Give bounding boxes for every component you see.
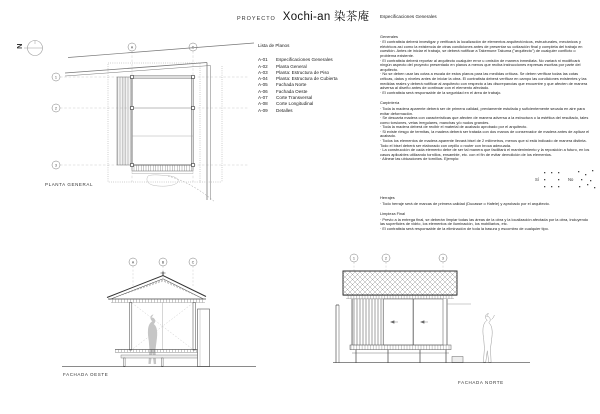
- plan-code: A-02: [258, 63, 268, 69]
- sheet-title: [237, 8, 369, 24]
- spec-bullet: · Alinear las ubicaciones de tornillos. Ejemplo:: [380, 156, 460, 162]
- example-yes-label: Sí: [535, 177, 539, 182]
- spec-bullet: · Toda la madera deberá de recibir el material de acabado aprobado por el arquitecto.: [380, 124, 528, 130]
- pond-outline: [147, 175, 178, 186]
- spec-bullet: · El contratista será responsable de la eliminación de toda la basura y escombro de cualquier tipo.: [380, 226, 549, 231]
- engawa-deck: [117, 77, 132, 165]
- spec-heading: Generales: [380, 33, 398, 39]
- fachada-norte-drawing: [330, 252, 570, 392]
- grid-bubble-label: 1: [353, 256, 355, 261]
- spec-bullet: · La construcción de cada elemento debe de ser tal manera que facilitará el mantenimiento y la reposición a futuro, en los casos aplicables utilizando tornillos, ensamble, etc. con el fin de evitar demolición de los elementos.: [380, 147, 590, 157]
- gable-siding: [112, 280, 202, 299]
- project-label: PROYECTO: [237, 16, 276, 22]
- rafter-ends: [111, 300, 205, 303]
- stepping-stone: [452, 357, 463, 363]
- screw-example-drawing: [532, 168, 600, 192]
- grid-bubble-label: 1: [55, 75, 57, 80]
- spec-section-carpinteria: [380, 101, 592, 162]
- grid-bubble-label: 2: [385, 256, 387, 261]
- project-name: Xochi-an 染茶庵: [282, 11, 370, 23]
- list-item: [258, 108, 338, 114]
- plan-list-title: Lista de Planos: [258, 43, 290, 48]
- aligned-screws: [544, 172, 559, 187]
- grid-bubble-label: 2: [55, 106, 57, 111]
- plan-list: [258, 43, 338, 114]
- plan-code: A-08: [258, 101, 268, 107]
- plan-label: Planta: Estructura de Cubierta: [276, 76, 338, 82]
- spec-heading: Carpintería: [380, 100, 400, 106]
- spec-bullet: · Si existe riesgo de termitas, la madera deberá ser tratada con dos manos de conservador de madera antes de aplicar el acabado.: [380, 128, 590, 139]
- spec-bullet: · El contratista será responsable de la seguridad en el área de trabajo.: [380, 89, 502, 95]
- grid-bubble-label: 3: [442, 256, 444, 261]
- plan-label: Planta General: [276, 63, 307, 69]
- garden-path: [168, 176, 215, 202]
- spec-bullet: · El contratista deberá reportar al arquitecto cualquier error u omisión de manera inmediata. No variará ni modificará ningún aspecto del proyecto presentado en planos a menos que reciba instrucciones expresas escritas por parte del arquitecto.: [380, 57, 581, 72]
- shingle-roof: [343, 271, 457, 295]
- plan-label: Especificaciones Generales: [276, 57, 333, 63]
- north-wall: [352, 299, 447, 345]
- spec-bullet: · No se deben usar las cotas a escala de estos planos para las medidas críticas. Se deben verificar todas las cotas críticas, datos y niveles antes de iniciar la obra. El contratista deberá verificar en campo las condiciones existentes y las medidas reales y deberá notificar al arquitecto con respecto a las discrepancias que encuentre y que afecten de manera adversa al diseño antes de continuar con el elemento afectado.: [380, 71, 588, 91]
- building-plan: [117, 76, 195, 174]
- specifications: [380, 15, 592, 238]
- rafter-ends: [346, 296, 454, 299]
- spec-heading: Limpieza Final: [380, 211, 406, 217]
- spec-bullet: · Se descarta madera con características que afecten de manera adversa a la estructura o la estética del resultado, tales como torsiones, vetas irregulares, manchas y/o nudos grandes.: [380, 115, 589, 125]
- drawing-label: FACHADA NORTE: [458, 380, 504, 385]
- spec-bullet: · Todo herraje será de marcas de primera calidad (Ducasse o Hafele) y aprobado por el arquitecto.: [380, 200, 550, 206]
- plan-label: Fachada Norte: [276, 82, 307, 88]
- plan-code: A-03: [258, 69, 268, 75]
- drawing-label: PLANTA GENERAL: [45, 182, 94, 187]
- plan-label: Corte Longitudinal: [276, 101, 314, 107]
- plan-code: A-01: [258, 57, 268, 63]
- garden-wall: [336, 305, 339, 363]
- plan-code: A-05: [258, 82, 268, 88]
- spec-section-generales: [380, 35, 592, 96]
- plan-label: Planta: Estructura de Piso: [276, 69, 330, 75]
- grid-bubble-label: C: [191, 45, 195, 50]
- drawing-label: FACHADA OESTE: [63, 372, 109, 377]
- sliding-door: [384, 299, 414, 345]
- person-outline: [483, 314, 494, 363]
- spec-bullet: · Toda la madera aparente deberá ser de primera calidad, previamente estufada y suficientemente secada en aire para evitar deformación.: [380, 105, 585, 116]
- grid-bubble-label: A: [131, 260, 135, 265]
- screw-alignment-example: [532, 168, 600, 197]
- plan-code: A-06: [258, 88, 268, 94]
- veranda: [350, 345, 451, 363]
- plan-label: Corte Transversal: [276, 95, 313, 101]
- specs-title: Especificaciones Generales: [380, 14, 437, 19]
- spec-section-limpieza: [380, 212, 592, 231]
- grid-bubble-label: 3: [55, 163, 57, 168]
- plan-label: Detalles: [276, 107, 293, 113]
- example-no-label: No: [568, 177, 574, 182]
- compass-north-letter: N: [15, 43, 24, 49]
- plan-label: Fachada Oeste: [276, 88, 308, 94]
- plan-code: A-07: [258, 95, 268, 101]
- spec-bullet: · Todos los elementos de madera aparente llevará bisel de 2 milímetros, menos que si está indicado de manera distinta. Todo el bisel deberá ser elaborado con cepillo o router con broca adecuada.: [380, 138, 587, 148]
- spec-heading: Herrajes: [380, 195, 395, 201]
- grid-bubbles: [350, 254, 447, 271]
- north-compass-icon: [15, 41, 43, 56]
- plan-code: A-04: [258, 76, 268, 82]
- gable-roof: [107, 272, 206, 300]
- veranda-strip: [132, 165, 193, 171]
- veranda: [115, 349, 207, 366]
- spec-bullet: · El contratista deberá investigar y verificará la localización de elementos arquitectónicos, estructurales, mecánicos y eléctricos así como la existencia de otras condiciones antes de presentar su cotización final y completa del trabajo en cuestión. Antes de iniciar el trabajo, se deberá notificar a Takemune Takuma ("arquitecto") de cualquier conflicto o problema existente.: [380, 39, 583, 58]
- sliding-door: [414, 299, 444, 345]
- garden-wall: [198, 309, 210, 367]
- wall-siding: [353, 299, 383, 345]
- grid-bubble-label: A: [130, 45, 134, 50]
- plan-code: A-09: [258, 107, 268, 113]
- misaligned-screws: [578, 170, 595, 188]
- spec-section-herrajes: [380, 196, 592, 206]
- grid-bubble-label: C: [191, 260, 195, 265]
- fachada-oeste-drawing: [60, 252, 285, 384]
- spec-bullet: · Previo a la entrega final, se deberán limpiar todas las áreas de la obra y la localización afectada por la obra, incluyendo las superficies de vidrio, los elementos de iluminación, los mobiliarios, etc.: [380, 216, 589, 227]
- posts-and-opening: [130, 303, 196, 351]
- grid-bubble-label: B: [161, 260, 165, 265]
- planta-general-drawing: [8, 30, 260, 202]
